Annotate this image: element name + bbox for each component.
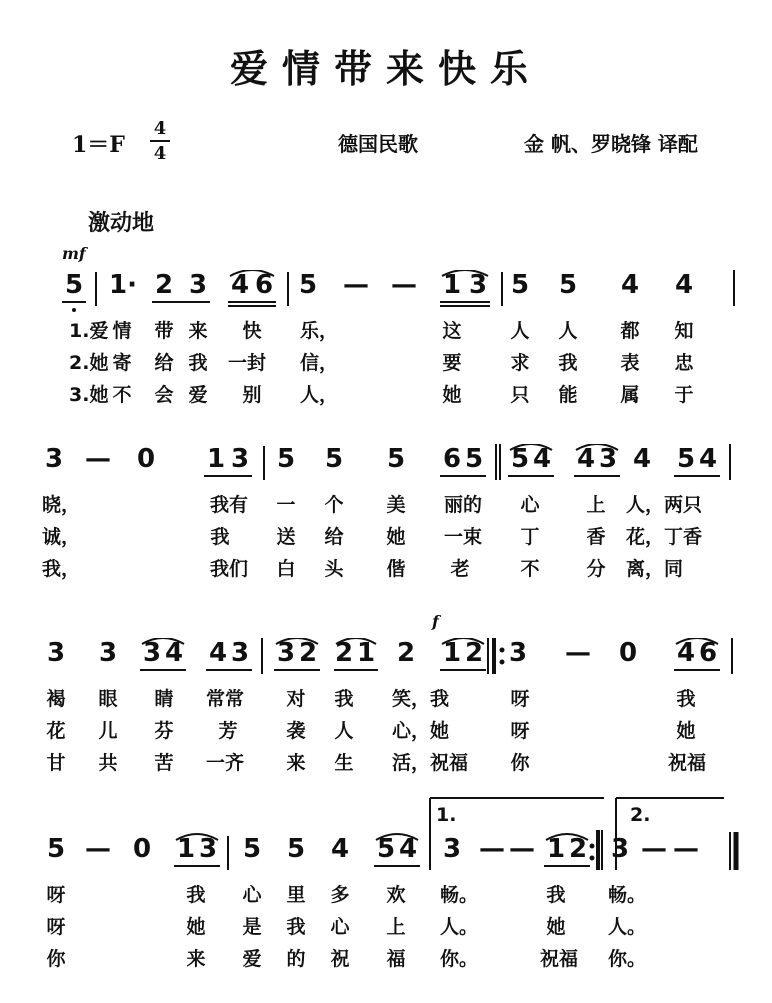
lyric: 里 xyxy=(286,884,306,906)
lyric: 你。 xyxy=(608,948,647,970)
note: 0 xyxy=(132,834,152,864)
note: 0 xyxy=(618,638,638,668)
lyric: 她 xyxy=(186,916,206,938)
lyric: 祝 xyxy=(330,948,350,970)
note: 5 xyxy=(510,444,530,474)
note: — xyxy=(673,834,699,864)
lyric: 上 xyxy=(386,916,406,938)
key-signature: 1＝F xyxy=(72,132,125,158)
lyric: 欢 xyxy=(386,884,406,906)
lyric: 人， xyxy=(300,384,339,406)
lyric: 别 xyxy=(242,384,262,406)
lyric: 我们 xyxy=(210,558,249,580)
lyric: 我 xyxy=(186,884,206,906)
tempo-marking: 激动地 xyxy=(88,211,155,236)
lyric: 你。 xyxy=(440,948,479,970)
note: 5 xyxy=(558,270,578,300)
note: 5 xyxy=(324,444,344,474)
note: 5 xyxy=(464,444,484,474)
note: 5 xyxy=(676,444,696,474)
lyric: 芳 xyxy=(218,720,238,742)
lyric: 这 xyxy=(442,320,462,342)
note: 5 xyxy=(286,834,306,864)
lyric: 儿 xyxy=(98,720,118,742)
lyric: 我 xyxy=(188,352,208,374)
lyric: 心 xyxy=(520,494,540,516)
lyric: 多 xyxy=(330,884,350,906)
lyric: 我 xyxy=(286,916,306,938)
lyric: 畅。 xyxy=(608,884,647,906)
note: 4 xyxy=(208,638,228,668)
lyric: 共 xyxy=(98,752,118,774)
note: 6 xyxy=(254,270,274,300)
note: 2 xyxy=(568,834,588,864)
note: 4 xyxy=(632,444,652,474)
note: 2 xyxy=(298,638,318,668)
lyric: 不 xyxy=(520,558,540,580)
lyric: 她 xyxy=(442,384,462,406)
lyric: 人。 xyxy=(440,916,479,938)
lyric: 心 xyxy=(330,916,350,938)
lyric: 老 xyxy=(450,558,470,580)
lyric: 只 xyxy=(510,384,530,406)
lyric: 2.她 xyxy=(69,352,109,374)
lyric: 是 xyxy=(242,916,262,938)
lyric: 活，祝福 xyxy=(392,752,469,774)
lyric: 人 xyxy=(334,720,354,742)
note: 3 xyxy=(198,834,218,864)
song-origin: 德国民歌 xyxy=(338,132,418,156)
lyric: 畅。 xyxy=(440,884,479,906)
note: 4 xyxy=(532,444,552,474)
lyric: 你 xyxy=(46,948,66,970)
lyric: 我有 xyxy=(210,494,249,516)
lyric: 甘 xyxy=(46,752,66,774)
system-1-markings xyxy=(0,270,772,330)
lyric: 睛 xyxy=(154,688,174,710)
lyric: 她 xyxy=(386,526,406,548)
lyric: 乐， xyxy=(300,320,339,342)
note: 4 xyxy=(676,638,696,668)
lyric: 白 xyxy=(276,558,296,580)
lyric: 香 xyxy=(586,526,606,548)
lyric: 晓， xyxy=(42,494,81,516)
lyric: 来 xyxy=(186,948,206,970)
note: 3 xyxy=(610,834,630,864)
note: 4 xyxy=(230,270,250,300)
system-4-markings xyxy=(0,794,772,874)
lyric: 人，两只 xyxy=(626,494,703,516)
note: 3 xyxy=(468,270,488,300)
note: 1 xyxy=(546,834,566,864)
lyric: 祝福 xyxy=(668,752,707,774)
lyric: 对 xyxy=(286,688,306,710)
score-system-2 xyxy=(0,444,772,594)
lyric: 快 xyxy=(242,320,262,342)
lyric: 1.爱 xyxy=(69,320,109,342)
dynamic-f: f xyxy=(432,612,439,631)
volta-2-label: 2. xyxy=(630,804,651,826)
system-2-markings xyxy=(0,444,772,504)
note: 5 xyxy=(276,444,296,474)
lyric: 诚， xyxy=(42,526,81,548)
note: 0 xyxy=(136,444,156,474)
lyric: 来 xyxy=(286,752,306,774)
note: 6 xyxy=(698,638,718,668)
note: 1 xyxy=(442,638,462,668)
lyric: 呀 xyxy=(46,916,66,938)
note: 5 xyxy=(64,270,84,300)
note: 3 xyxy=(46,638,66,668)
lyric: 情 xyxy=(112,320,132,342)
note: 3 xyxy=(276,638,296,668)
note: 1 xyxy=(442,270,462,300)
lyric: 呀 xyxy=(510,688,530,710)
note: 3 xyxy=(230,638,250,668)
system-3-markings xyxy=(0,638,772,698)
lyric: 要 xyxy=(442,352,462,374)
lyric: 眼 xyxy=(98,688,118,710)
note: 5 xyxy=(298,270,318,300)
note: 5 xyxy=(242,834,262,864)
time-signature-top: 4 xyxy=(153,118,167,139)
note: 2 xyxy=(334,638,354,668)
score-system-4 xyxy=(0,804,772,984)
note: — xyxy=(509,834,535,864)
lyric: 给 xyxy=(154,352,174,374)
lyric: 爱 xyxy=(242,948,262,970)
lyric: 的 xyxy=(286,948,306,970)
lyric: 求 xyxy=(510,352,530,374)
note: 1 xyxy=(176,834,196,864)
lyric: 袭 xyxy=(286,720,306,742)
lyric: 人。 xyxy=(608,916,647,938)
lyric: 芬 xyxy=(154,720,174,742)
note: — xyxy=(479,834,505,864)
lyric: 都 xyxy=(620,320,640,342)
lyric: 我， xyxy=(42,558,81,580)
lyric: 一 xyxy=(276,494,296,516)
lyric: 一封 xyxy=(228,352,267,374)
lyric: 我 xyxy=(334,688,354,710)
lyric: 我 xyxy=(676,688,696,710)
lyric: 美 xyxy=(386,494,406,516)
time-signature-rule xyxy=(150,140,170,142)
note: — xyxy=(343,270,369,300)
lyric: 生 xyxy=(334,752,354,774)
lyric: 3.她 xyxy=(69,384,109,406)
lyric: 头 xyxy=(324,558,344,580)
song-title: 爱情带来快乐 xyxy=(229,46,542,91)
lyric: 苦 xyxy=(154,752,174,774)
lyric: 知 xyxy=(674,320,694,342)
note: 3 xyxy=(442,834,462,864)
lyric: 来 xyxy=(188,320,208,342)
lyric: 偕 xyxy=(386,558,406,580)
lyric: 人 xyxy=(510,320,530,342)
note: 5 xyxy=(510,270,530,300)
lyric: 我 xyxy=(210,526,230,548)
note: 4 xyxy=(674,270,694,300)
note: 4 xyxy=(164,638,184,668)
lyric: 忠 xyxy=(674,352,694,374)
lyric: 丽的 xyxy=(444,494,483,516)
note: 3 xyxy=(188,270,208,300)
lyric: 会 xyxy=(154,384,174,406)
score-system-1 xyxy=(0,270,772,420)
lyric: 呀 xyxy=(46,884,66,906)
lyric: 褐 xyxy=(46,688,66,710)
note: 4 xyxy=(330,834,350,864)
lyric: 于 xyxy=(674,384,694,406)
note: 2 xyxy=(154,270,174,300)
note: 5 xyxy=(46,834,66,864)
lyric: 个 xyxy=(324,494,344,516)
lyric: 她 xyxy=(676,720,696,742)
lyric: 心，她 xyxy=(392,720,450,742)
time-signature xyxy=(150,118,170,164)
lyric: 一束 xyxy=(444,526,483,548)
lyric: 上 xyxy=(586,494,606,516)
lyric: 呀 xyxy=(510,720,530,742)
note: 1 xyxy=(206,444,226,474)
lyric: 能 xyxy=(558,384,578,406)
time-signature-bottom: 4 xyxy=(153,143,167,164)
lyric: 信， xyxy=(300,352,339,374)
score-system-3 xyxy=(0,638,772,788)
lyric: 送 xyxy=(276,526,296,548)
note: 4 xyxy=(576,444,596,474)
lyric: 心 xyxy=(242,884,262,906)
lyric: 爱 xyxy=(188,384,208,406)
lyric: 我 xyxy=(558,352,578,374)
note: — xyxy=(85,834,111,864)
dynamic-mf: mf xyxy=(62,244,86,263)
note: 5 xyxy=(386,444,406,474)
lyric: 一齐 xyxy=(206,752,245,774)
lyric: 福 xyxy=(386,948,406,970)
note: 3 xyxy=(44,444,64,474)
lyric: 人 xyxy=(558,320,578,342)
lyric: 属 xyxy=(620,384,640,406)
note: 3 xyxy=(230,444,250,474)
lyric: 寄 xyxy=(112,352,132,374)
lyric: 表 xyxy=(620,352,640,374)
note: 3 xyxy=(508,638,528,668)
lyric: 祝福 xyxy=(540,948,579,970)
note: 3 xyxy=(98,638,118,668)
note: 4 xyxy=(698,444,718,474)
note: 5 xyxy=(376,834,396,864)
volta-1-label: 1. xyxy=(436,804,457,826)
lyric: 带 xyxy=(154,320,174,342)
arrangers-credit: 金 帆、罗晓锋 译配 xyxy=(524,132,698,156)
note: 3 xyxy=(598,444,618,474)
note: 4 xyxy=(398,834,418,864)
note: 6 xyxy=(442,444,462,474)
lyric: 分 xyxy=(586,558,606,580)
note: 1 xyxy=(356,638,376,668)
lyric: 花，丁香 xyxy=(626,526,703,548)
lyric: 笑，我 xyxy=(392,688,450,710)
lyric: 她 xyxy=(546,916,566,938)
note: — xyxy=(641,834,667,864)
lyric: 离，同 xyxy=(626,558,684,580)
note: — xyxy=(85,444,111,474)
lyric: 花 xyxy=(46,720,66,742)
note: 4 xyxy=(620,270,640,300)
note: 3 xyxy=(142,638,162,668)
note: — xyxy=(391,270,417,300)
note: 1· xyxy=(109,270,137,300)
note: 2 xyxy=(464,638,484,668)
lyric: 丁 xyxy=(520,526,540,548)
lyric: 我 xyxy=(546,884,566,906)
lyric: 常常 xyxy=(206,688,245,710)
note: — xyxy=(565,638,591,668)
lyric: 给 xyxy=(324,526,344,548)
lyric: 不 xyxy=(112,384,132,406)
note: 2 xyxy=(396,638,416,668)
lyric: 你 xyxy=(510,752,530,774)
